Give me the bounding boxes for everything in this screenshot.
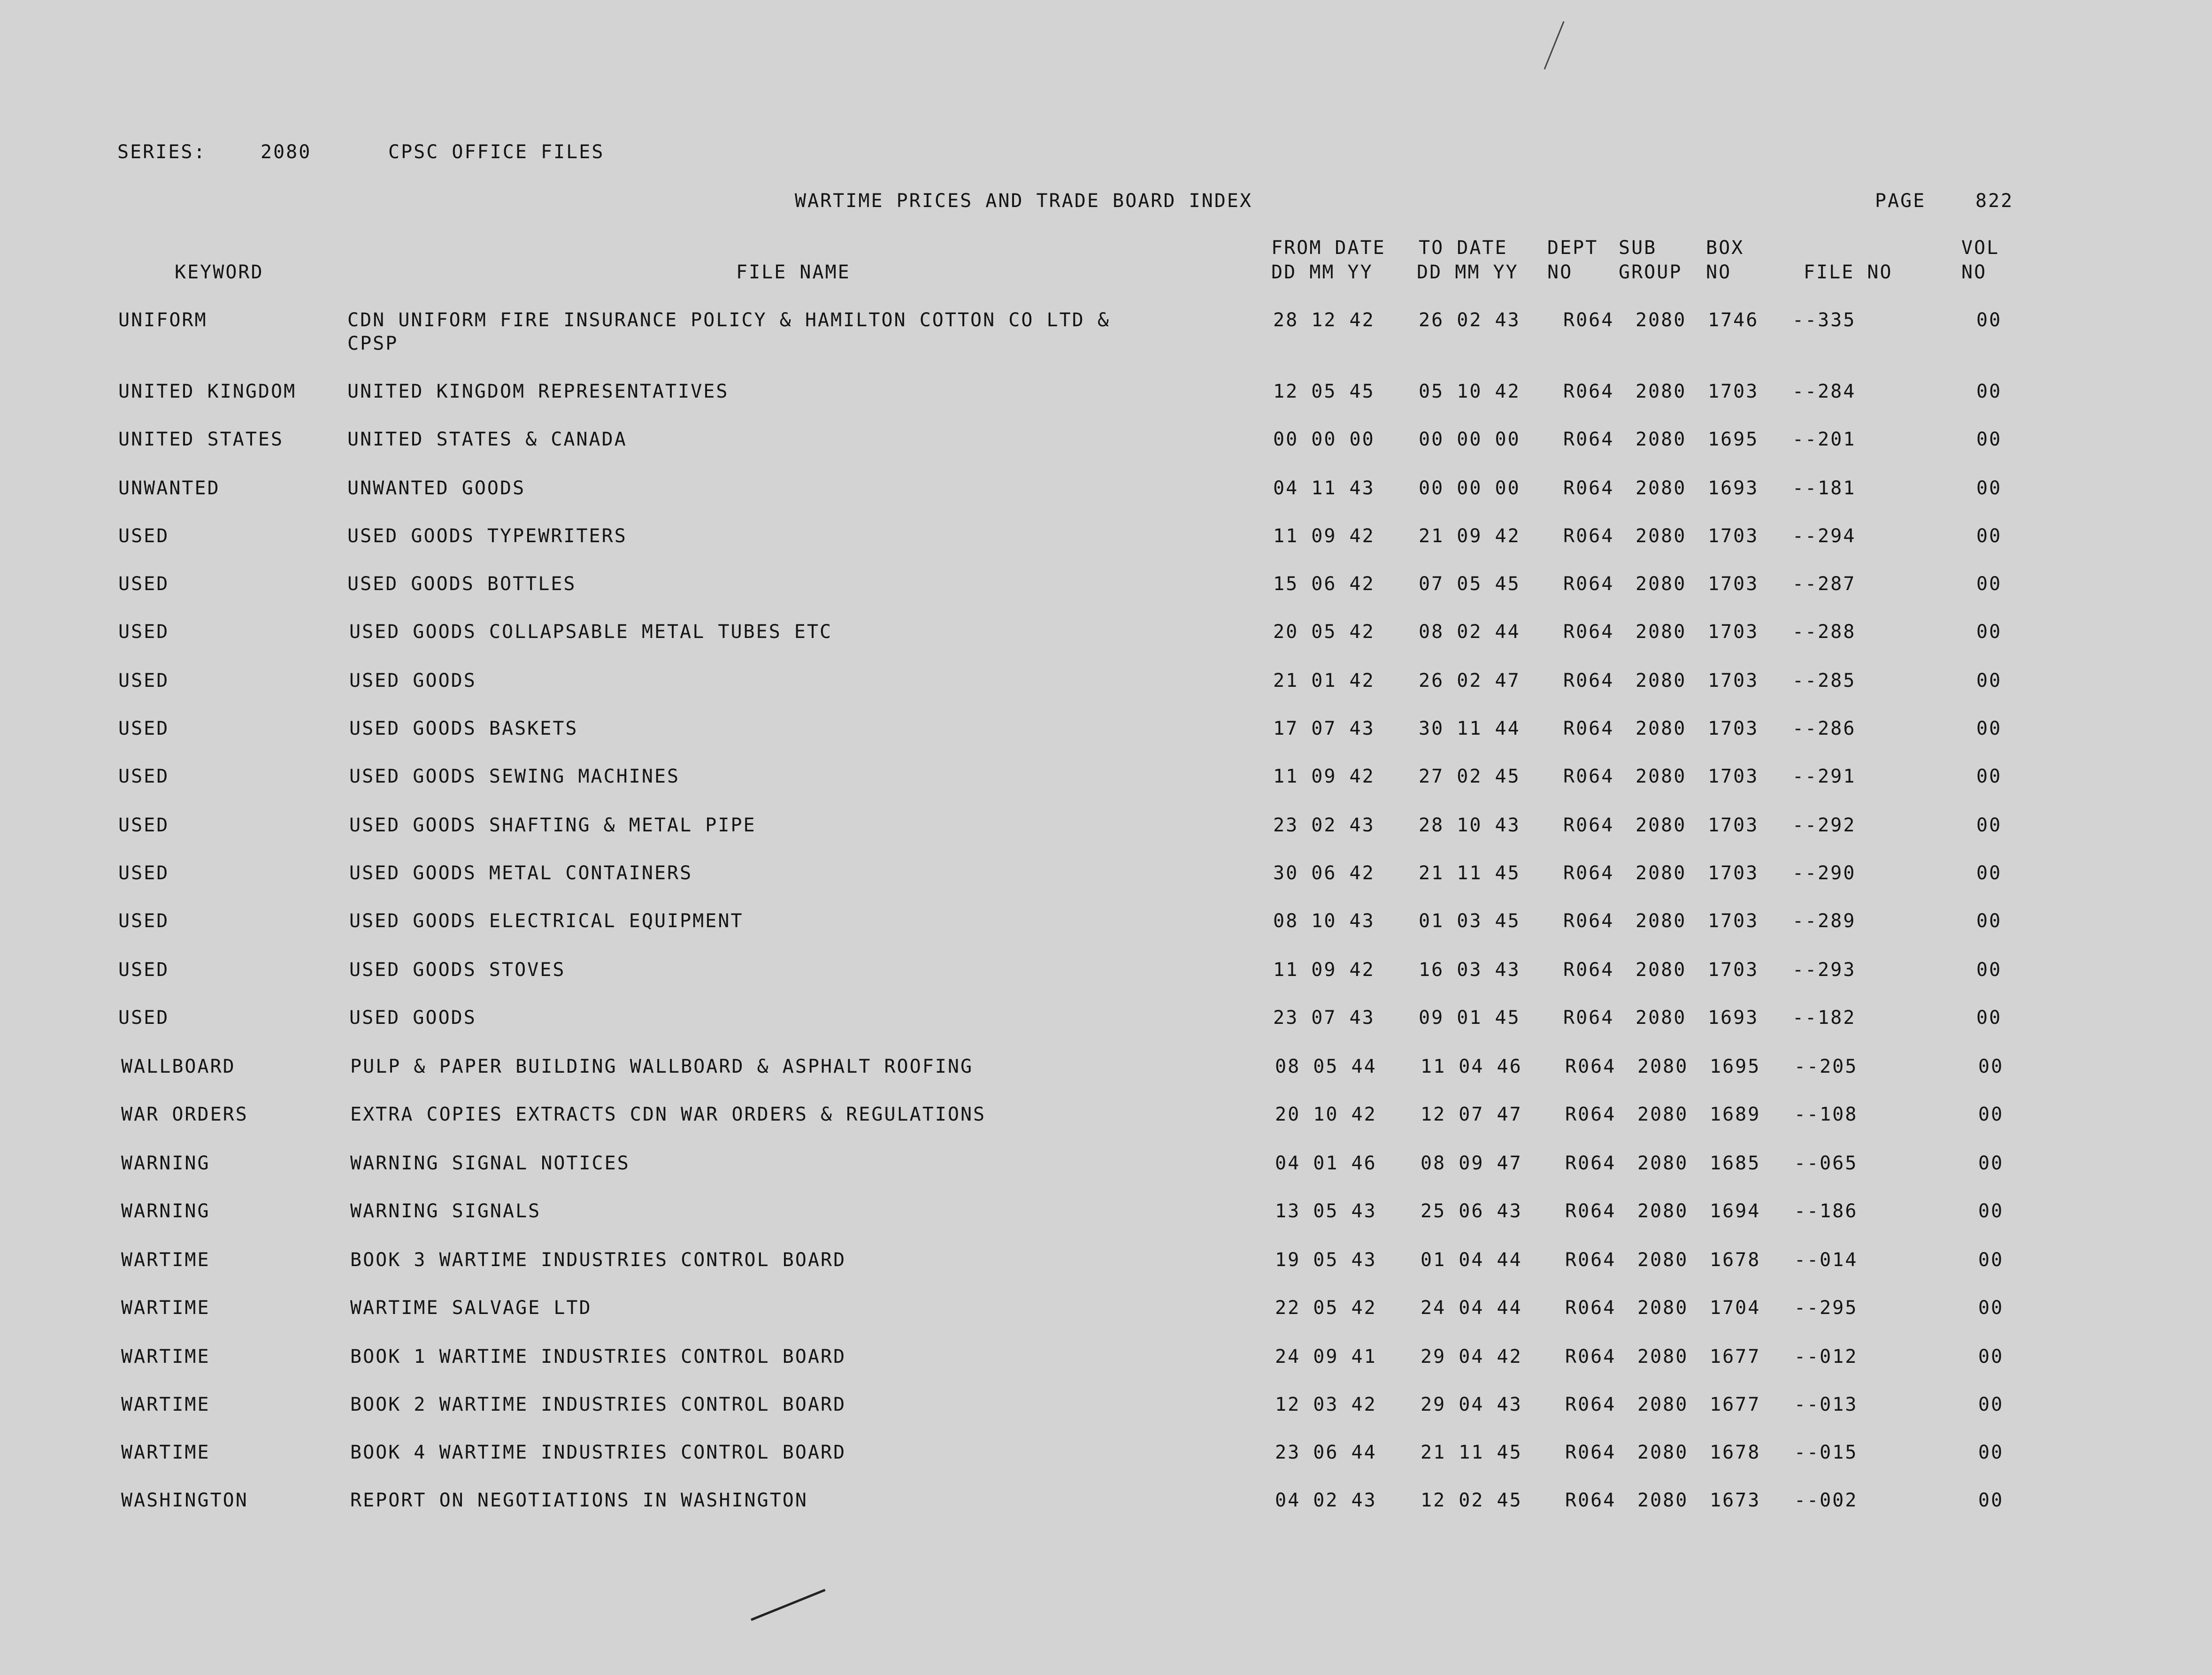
dept-cell: R064 [1563,381,1614,402]
vol-cell: 00 [1976,1007,2002,1029]
vol-cell: 00 [1976,621,2002,643]
keyword-cell: WASHINGTON [121,1490,248,1511]
vol-cell: 00 [1976,959,2002,981]
vol-cell: 00 [1978,1104,2004,1125]
box-cell: 1678 [1710,1249,1761,1271]
table-row [0,1297,2212,1344]
table-row [0,765,2212,812]
keyword-cell: USED [118,1007,169,1029]
vol-cell: 00 [1978,1249,2004,1271]
table-row [0,477,2212,524]
from-date-cell: 15 06 42 [1273,573,1375,595]
box-cell: 1695 [1708,429,1759,450]
to-date-cell: 29 04 42 [1421,1346,1522,1368]
dept-cell: R064 [1563,573,1614,595]
file-no-cell: --181 [1792,477,1856,499]
series-number: 2080 [261,141,312,163]
to-date-cell: 05 10 42 [1419,381,1521,402]
file-name-cell: USED GOODS TYPEWRITERS [347,525,627,547]
table-row [0,1441,2212,1488]
sub-group-cell: 2080 [1636,309,1687,331]
to-date-cell: 26 02 43 [1419,309,1521,331]
file-name-cell: BOOK 2 WARTIME INDUSTRIES CONTROL BOARD [350,1394,846,1415]
box-cell: 1703 [1708,573,1759,595]
file-name-cell: PULP & PAPER BUILDING WALLBOARD & ASPHALT ROOFING [350,1056,974,1077]
from-date-cell: 04 01 46 [1275,1153,1377,1174]
header-vol: VOL [1961,237,2000,259]
keyword-cell: USED [118,910,169,932]
from-date-cell: 21 01 42 [1273,670,1375,692]
vol-cell: 00 [1976,429,2002,450]
keyword-cell: WARNING [121,1200,210,1222]
dept-cell: R064 [1563,718,1614,739]
vol-cell: 00 [1976,814,2002,836]
box-cell: 1703 [1708,910,1759,932]
from-date-cell: 12 05 45 [1273,381,1375,402]
to-date-cell: 08 02 44 [1419,621,1521,643]
table-row [0,573,2212,620]
box-cell: 1673 [1710,1490,1761,1511]
file-no-cell: --292 [1792,814,1856,836]
box-cell: 1695 [1710,1056,1761,1077]
keyword-cell: WALLBOARD [121,1056,236,1077]
box-cell: 1703 [1708,766,1759,787]
keyword-cell: WAR ORDERS [121,1104,248,1125]
vol-cell: 00 [1978,1153,2004,1174]
to-date-cell: 12 02 45 [1421,1490,1522,1511]
from-date-cell: 04 02 43 [1275,1490,1377,1511]
to-date-cell: 09 01 45 [1419,1007,1521,1029]
dept-cell: R064 [1563,814,1614,836]
box-cell: 1693 [1708,1007,1759,1029]
dept-cell: R064 [1563,429,1614,450]
file-no-cell: --285 [1792,670,1856,692]
file-no-cell: --014 [1794,1249,1858,1271]
table-row [0,309,2212,356]
file-no-cell: --201 [1792,429,1856,450]
sub-group-cell: 2080 [1636,429,1687,450]
keyword-cell: USED [118,718,169,739]
box-cell: 1689 [1710,1104,1761,1125]
from-date-cell: 17 07 43 [1273,718,1375,739]
file-name-cell: REPORT ON NEGOTIATIONS IN WASHINGTON [350,1490,808,1511]
dept-cell: R064 [1563,621,1614,643]
from-date-cell: 00 00 00 [1273,429,1375,450]
file-no-cell: --335 [1792,309,1856,331]
file-no-cell: --294 [1792,525,1856,547]
table-row [0,1007,2212,1053]
keyword-cell: WARTIME [121,1297,210,1319]
file-no-cell: --186 [1794,1200,1858,1222]
box-cell: 1704 [1710,1297,1761,1319]
file-name-cell: UNITED KINGDOM REPRESENTATIVES [347,381,729,402]
vol-cell: 00 [1976,718,2002,739]
file-no-cell: --290 [1792,862,1856,884]
from-date-cell: 23 07 43 [1273,1007,1375,1029]
header-to-date: TO DATE [1419,237,1508,259]
sub-group-cell: 2080 [1636,814,1687,836]
box-cell: 1703 [1708,862,1759,884]
from-date-cell: 12 03 42 [1275,1394,1377,1415]
file-name-cell: UNWANTED GOODS [347,477,526,499]
from-date-cell: 08 10 43 [1273,910,1375,932]
vol-cell: 00 [1978,1200,2004,1222]
to-date-cell: 00 00 00 [1419,429,1521,450]
table-row [0,525,2212,572]
table-row [0,814,2212,861]
table-row [0,910,2212,957]
table-row [0,862,2212,909]
from-date-cell: 22 05 42 [1275,1297,1377,1319]
from-date-cell: 11 09 42 [1273,959,1375,981]
vol-cell: 00 [1978,1490,2004,1511]
from-date-cell: 13 05 43 [1275,1200,1377,1222]
file-no-cell: --293 [1792,959,1856,981]
series-title: CPSC OFFICE FILES [388,141,605,163]
sub-group-cell: 2080 [1637,1394,1689,1415]
keyword-cell: USED [118,573,169,595]
keyword-cell: USED [118,959,169,981]
keyword-cell: USED [118,766,169,787]
to-date-cell: 08 09 47 [1421,1153,1522,1174]
dept-cell: R064 [1563,525,1614,547]
file-no-cell: --288 [1792,621,1856,643]
sub-group-cell: 2080 [1637,1056,1689,1077]
table-row [0,669,2212,716]
dept-cell: R064 [1563,477,1614,499]
box-cell: 1703 [1708,381,1759,402]
header-dept-no: NO [1547,261,1573,283]
series-label: SERIES: [117,141,207,163]
keyword-cell: USED [118,670,169,692]
header-file-no: FILE NO [1804,261,1893,283]
dept-cell: R064 [1565,1394,1616,1415]
keyword-cell: WARNING [121,1153,210,1174]
dept-cell: R064 [1565,1297,1616,1319]
box-cell: 1678 [1710,1442,1761,1463]
sub-group-cell: 2080 [1636,381,1687,402]
file-name-cell: WARNING SIGNALS [350,1200,541,1222]
file-name-cell: USED GOODS BASKETS [349,718,578,739]
box-cell: 1685 [1710,1153,1761,1174]
file-no-cell: --002 [1794,1490,1858,1511]
table-row [0,1345,2212,1392]
to-date-cell: 01 03 45 [1419,910,1521,932]
from-date-cell: 23 02 43 [1273,814,1375,836]
file-name-cell: UNITED STATES & CANADA [347,429,627,450]
dept-cell: R064 [1563,910,1614,932]
to-date-cell: 16 03 43 [1419,959,1521,981]
dept-cell: R064 [1563,959,1614,981]
scan-stroke-mark [1544,21,1565,69]
from-date-cell: 19 05 43 [1275,1249,1377,1271]
from-date-cell: 23 06 44 [1275,1442,1377,1463]
keyword-cell: USED [118,814,169,836]
to-date-cell: 26 02 47 [1419,670,1521,692]
sub-group-cell: 2080 [1636,910,1687,932]
dept-cell: R064 [1565,1346,1616,1368]
sub-group-cell: 2080 [1636,573,1687,595]
to-date-cell: 01 04 44 [1421,1249,1522,1271]
box-cell: 1703 [1708,814,1759,836]
sub-group-cell: 2080 [1636,670,1687,692]
vol-cell: 00 [1976,766,2002,787]
sub-group-cell: 2080 [1636,862,1687,884]
from-date-cell: 28 12 42 [1273,309,1375,331]
sub-group-cell: 2080 [1636,477,1687,499]
file-no-cell: --286 [1792,718,1856,739]
sub-group-cell: 2080 [1637,1104,1689,1125]
dept-cell: R064 [1565,1056,1616,1077]
keyword-cell: WARTIME [121,1394,210,1415]
vol-cell: 00 [1976,862,2002,884]
to-date-cell: 30 11 44 [1419,718,1521,739]
table-row [0,621,2212,668]
to-date-cell: 21 09 42 [1419,525,1521,547]
table-row [0,1393,2212,1440]
to-date-cell: 12 07 47 [1421,1104,1522,1125]
dept-cell: R064 [1565,1104,1616,1125]
file-name-cell: BOOK 3 WARTIME INDUSTRIES CONTROL BOARD [350,1249,846,1271]
to-date-cell: 21 11 45 [1419,862,1521,884]
to-date-cell: 28 10 43 [1419,814,1521,836]
from-date-cell: 11 09 42 [1273,525,1375,547]
header-box-no: NO [1706,261,1732,283]
header-vol-no: NO [1961,261,1987,283]
keyword-cell: UNITED STATES [118,429,284,450]
dept-cell: R064 [1563,1007,1614,1029]
file-name-cell: USED GOODS BOTTLES [347,573,576,595]
from-date-cell: 04 11 43 [1273,477,1375,499]
sub-group-cell: 2080 [1637,1490,1689,1511]
vol-cell: 00 [1978,1394,2004,1415]
sub-group-cell: 2080 [1636,766,1687,787]
to-date-cell: 25 06 43 [1421,1200,1522,1222]
sub-group-cell: 2080 [1637,1200,1689,1222]
table-row [0,1200,2212,1247]
file-no-cell: --012 [1794,1346,1858,1368]
to-date-cell: 29 04 43 [1421,1394,1522,1415]
sub-group-cell: 2080 [1637,1346,1689,1368]
from-date-cell: 20 05 42 [1273,621,1375,643]
vol-cell: 00 [1976,670,2002,692]
box-cell: 1677 [1710,1346,1761,1368]
dept-cell: R064 [1563,766,1614,787]
box-cell: 1746 [1708,309,1759,331]
vol-cell: 00 [1976,477,2002,499]
header-sub: SUB [1619,237,1657,259]
box-cell: 1703 [1708,621,1759,643]
file-no-cell: --065 [1794,1153,1858,1174]
file-no-cell: --284 [1792,381,1856,402]
box-cell: 1703 [1708,718,1759,739]
file-no-cell: --289 [1792,910,1856,932]
to-date-cell: 11 04 46 [1421,1056,1522,1077]
file-name-cell: USED GOODS [349,1007,476,1029]
to-date-cell: 24 04 44 [1421,1297,1522,1319]
sub-group-cell: 2080 [1637,1297,1689,1319]
vol-cell: 00 [1978,1346,2004,1368]
sub-group-cell: 2080 [1636,959,1687,981]
table-row [0,1103,2212,1150]
keyword-cell: WARTIME [121,1442,210,1463]
box-cell: 1703 [1708,525,1759,547]
vol-cell: 00 [1978,1056,2004,1077]
keyword-cell: USED [118,862,169,884]
file-name-cell: BOOK 1 WARTIME INDUSTRIES CONTROL BOARD [350,1346,846,1368]
header-keyword: KEYWORD [175,261,264,283]
table-row [0,1152,2212,1199]
keyword-cell: WARTIME [121,1346,210,1368]
sub-group-cell: 2080 [1636,1007,1687,1029]
vol-cell: 00 [1976,309,2002,331]
from-date-cell: 11 09 42 [1273,766,1375,787]
dept-cell: R064 [1565,1490,1616,1511]
dept-cell: R064 [1563,309,1614,331]
vol-cell: 00 [1978,1442,2004,1463]
from-date-cell: 24 09 41 [1275,1346,1377,1368]
to-date-cell: 00 00 00 [1419,477,1521,499]
dept-cell: R064 [1565,1200,1616,1222]
file-no-cell: --013 [1794,1394,1858,1415]
header-dept: DEPT [1547,237,1598,259]
sub-group-cell: 2080 [1636,525,1687,547]
scan-stroke-mark [751,1589,825,1621]
file-name-cell: USED GOODS SHAFTING & METAL PIPE [349,814,756,836]
keyword-cell: USED [118,525,169,547]
table-row [0,428,2212,475]
file-name-continuation: CPSP [347,333,399,354]
from-date-cell: 20 10 42 [1275,1104,1377,1125]
file-name-cell: USED GOODS SEWING MACHINES [349,766,680,787]
report-title: WARTIME PRICES AND TRADE BOARD INDEX [795,190,1252,212]
box-cell: 1703 [1708,959,1759,981]
box-cell: 1703 [1708,670,1759,692]
sub-group-cell: 2080 [1637,1153,1689,1174]
keyword-cell: WARTIME [121,1249,210,1271]
header-from-dd-mm-yy: DD MM YY [1271,261,1373,283]
vol-cell: 00 [1978,1297,2004,1319]
file-no-cell: --291 [1792,766,1856,787]
file-no-cell: --295 [1794,1297,1858,1319]
table-row [0,717,2212,764]
keyword-cell: UNITED KINGDOM [118,381,297,402]
dept-cell: R064 [1563,670,1614,692]
sub-group-cell: 2080 [1636,621,1687,643]
sub-group-cell: 2080 [1636,718,1687,739]
file-no-cell: --287 [1792,573,1856,595]
dept-cell: R064 [1563,862,1614,884]
header-to-dd-mm-yy: DD MM YY [1417,261,1519,283]
file-no-cell: --015 [1794,1442,1858,1463]
table-row [0,959,2212,1006]
table-row [0,1249,2212,1296]
box-cell: 1693 [1708,477,1759,499]
box-cell: 1694 [1710,1200,1761,1222]
table-row [0,380,2212,427]
keyword-cell: USED [118,621,169,643]
sub-group-cell: 2080 [1637,1442,1689,1463]
box-cell: 1677 [1710,1394,1761,1415]
page-number: 822 [1975,190,2014,212]
file-name-cell: EXTRA COPIES EXTRACTS CDN WAR ORDERS & REGULATIONS [350,1104,986,1125]
file-name-cell: USED GOODS METAL CONTAINERS [349,862,693,884]
vol-cell: 00 [1976,381,2002,402]
file-name-cell: WARTIME SALVAGE LTD [350,1297,592,1319]
header-sub-group: GROUP [1619,261,1682,283]
file-no-cell: --182 [1792,1007,1856,1029]
dept-cell: R064 [1565,1442,1616,1463]
to-date-cell: 07 05 45 [1419,573,1521,595]
keyword-cell: UNIFORM [118,309,207,331]
from-date-cell: 30 06 42 [1273,862,1375,884]
dept-cell: R064 [1565,1249,1616,1271]
vol-cell: 00 [1976,573,2002,595]
file-no-cell: --108 [1794,1104,1858,1125]
header-from-date: FROM DATE [1271,237,1386,259]
table-row [0,1489,2212,1536]
to-date-cell: 21 11 45 [1421,1442,1522,1463]
file-name-cell: BOOK 4 WARTIME INDUSTRIES CONTROL BOARD [350,1442,846,1463]
file-name-cell: USED GOODS COLLAPSABLE METAL TUBES ETC [349,621,833,643]
dept-cell: R064 [1565,1153,1616,1174]
file-name-cell: USED GOODS [349,670,476,692]
header-file-name: FILE NAME [736,261,851,283]
sub-group-cell: 2080 [1637,1249,1689,1271]
vol-cell: 00 [1976,525,2002,547]
header-box: BOX [1706,237,1744,259]
page-label: PAGE [1875,190,1926,212]
file-name-cell: CDN UNIFORM FIRE INSURANCE POLICY & HAMILTON COTTON CO LTD & [347,309,1110,331]
file-no-cell: --205 [1794,1056,1858,1077]
keyword-cell: UNWANTED [118,477,220,499]
from-date-cell: 08 05 44 [1275,1056,1377,1077]
file-name-cell: USED GOODS STOVES [349,959,566,981]
to-date-cell: 27 02 45 [1419,766,1521,787]
file-name-cell: USED GOODS ELECTRICAL EQUIPMENT [349,910,744,932]
vol-cell: 00 [1976,910,2002,932]
table-row [0,1055,2212,1102]
file-name-cell: WARNING SIGNAL NOTICES [350,1153,630,1174]
